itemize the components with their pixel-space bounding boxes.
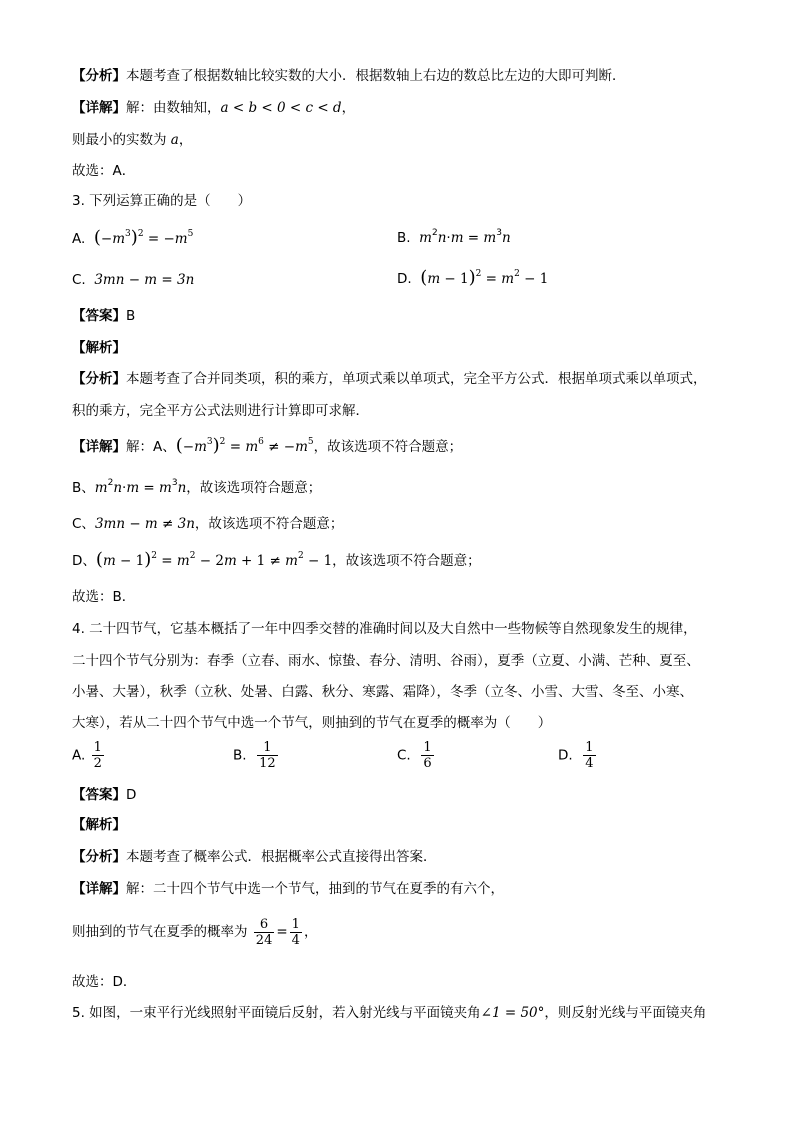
q3-detail-d: D、$(m - 1)^2 = m^2 - 2m + 1 \ne m^2 - 1$，故该选项不符合题意； <box>72 549 481 570</box>
q3-answer: 【答案】B <box>72 308 136 324</box>
q4-stem-line2: 二十四个节气分别为：春季（立春、雨水、惊蛰、春分、清明、谷雨），夏季（立夏、小满、芒种、夏至、 <box>72 653 700 669</box>
q3-option-b: B. $m^2n\cdot m = m^3n$ <box>397 228 511 246</box>
q4-stem-line4: 大寒），若从二十四个节气中选一个节气，则抽到的节气在夏季的概率为（ ） <box>72 715 552 731</box>
q2-conclusion: 则最小的实数为 a， <box>72 132 193 148</box>
q3-option-d: D. $(m - 1)^2 = m^2 - 1$ <box>397 267 549 288</box>
q4-answer: 【答案】D <box>72 787 137 803</box>
q4-detail: 【详解】解：二十四个节气中选一个节气，抽到的节气在夏季的有六个， <box>72 881 504 897</box>
q4-option-a: A. $\frac{1}{2}$ <box>72 740 102 771</box>
q4-stem-line1: 4. 二十四节气，它基本概括了一年中四季交替的准确时间以及大自然中一些物候等自然现象发生的规律， <box>72 621 697 637</box>
q3-detail-a: 【详解】解：A、$(-m^3)^2 = m^6 \ne -m^5$，故该选项不符合题意； <box>72 435 463 456</box>
q2-choice: 故选：A． <box>72 163 136 179</box>
q4-explain-heading: 【解析】 <box>72 817 126 833</box>
q2-detail: 【详解】解：由数轴知，a < b < 0 < c < d， <box>72 100 356 116</box>
q3-detail-c: C、3mn − m ≠ 3n，故该选项不符合题意； <box>72 516 344 532</box>
q3-explain-heading: 【解析】 <box>72 340 126 356</box>
q4-option-b: B. $\frac{1}{12}$ <box>233 740 276 771</box>
q4-choice: 故选：D． <box>72 974 137 990</box>
q4-option-d: D. $\frac{1}{4}$ <box>558 740 594 771</box>
q4-detail-probability: 则抽到的节气在夏季的概率为 $\frac{6}{24}$ = $\frac{1}{4}$ ， <box>72 916 318 948</box>
q3-analysis-line2: 积的乘方，完全平方公式法则进行计算即可求解． <box>72 403 369 419</box>
q3-option-c: C. 3mn − m = 3n <box>72 272 195 288</box>
q3-analysis-line1: 【分析】本题考查了合并同类项，积的乘方，单项式乘以单项式，完全平方公式．根据单项式乘以单项式， <box>72 371 707 387</box>
q3-stem: 3. 下列运算正确的是（ ） <box>72 193 252 209</box>
q3-choice: 故选：B． <box>72 589 136 605</box>
q4-option-c: C. $\frac{1}{6}$ <box>397 740 432 771</box>
q3-detail-b: B、$m^2n\cdot m = m^3n$，故该选项符合题意； <box>72 478 322 496</box>
q4-analysis: 【分析】本题考查了概率公式．根据概率公式直接得出答案． <box>72 849 437 865</box>
q5-stem: 5. 如图，一束平行光线照射平面镜后反射，若入射光线与平面镜夹角∠1 = 50°，则反射光线与平面镜夹角 <box>72 1005 707 1021</box>
q2-analysis: 【分析】本题考查了根据数轴比较实数的大小．根据数轴上右边的数总比左边的大即可判断． <box>72 68 626 84</box>
q3-option-a: A. $(-m^3)^2 = -m^5$ <box>72 227 194 248</box>
q4-stem-line3: 小暑、大暑），秋季（立秋、处暑、白露、秋分、寒露、霜降），冬季（立冬、小雪、大雪、冬至、小寒、 <box>72 684 693 700</box>
